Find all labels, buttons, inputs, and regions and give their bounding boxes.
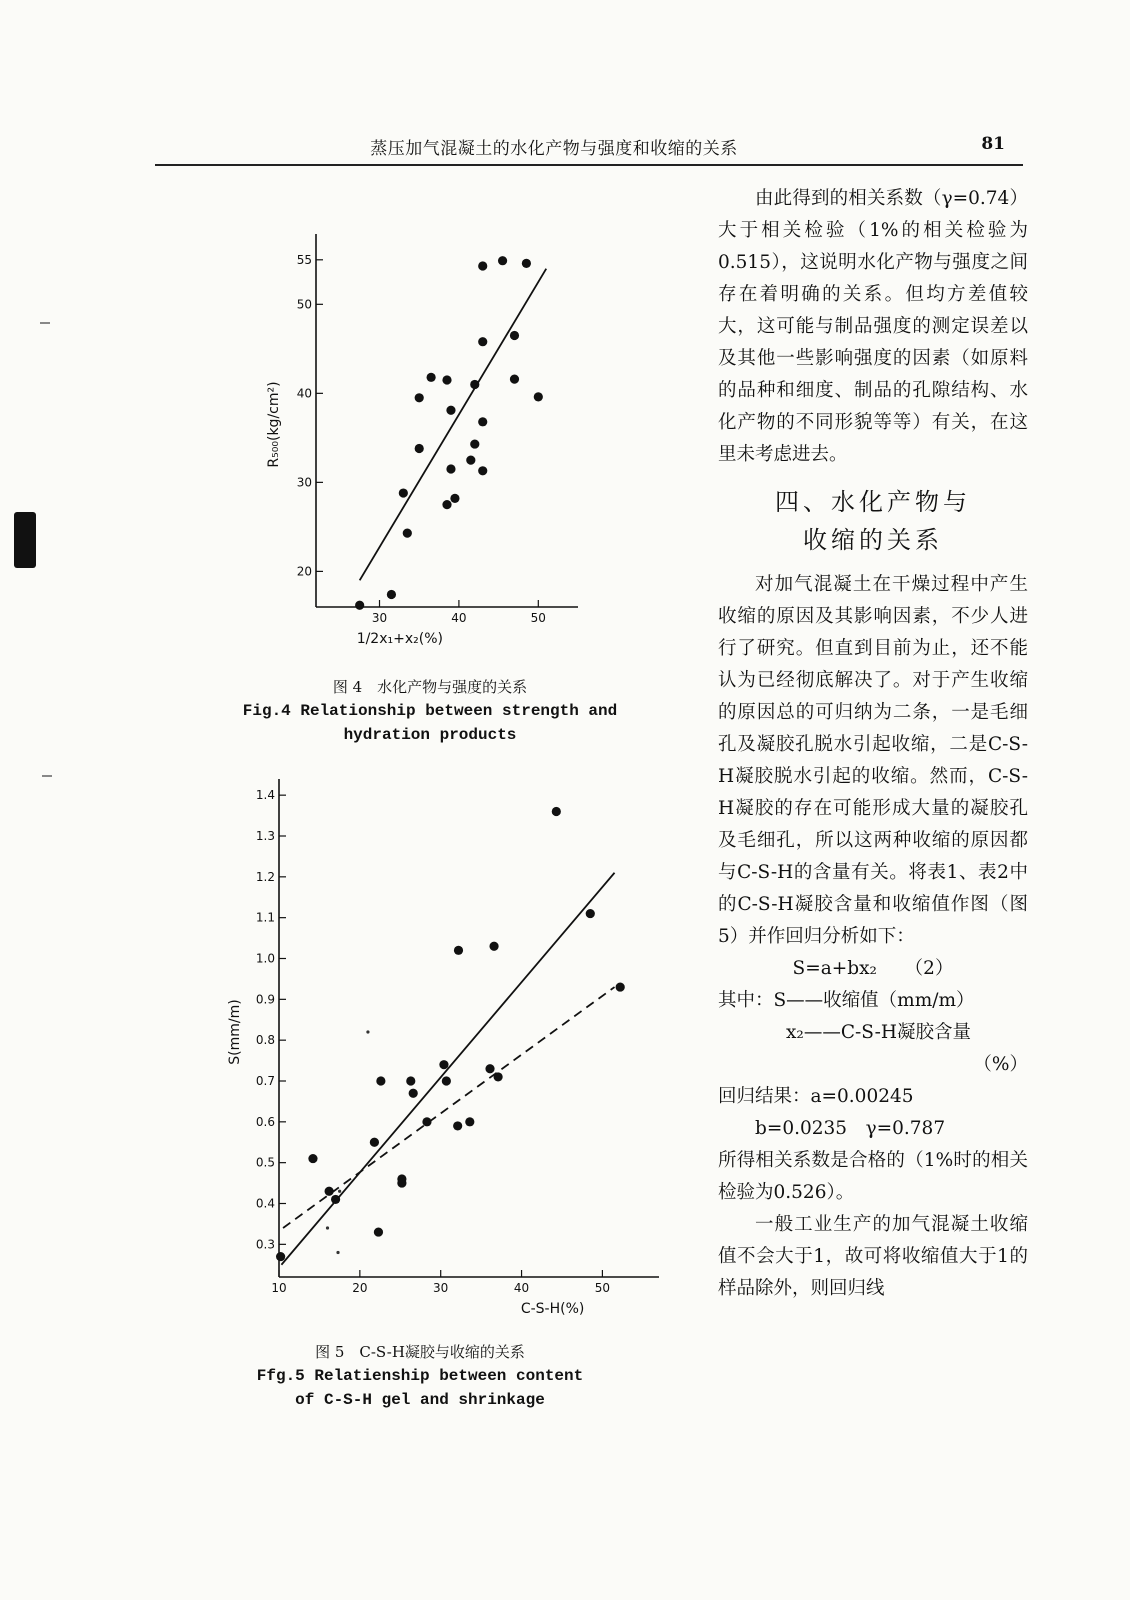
paragraph-check: 所得相关系数是合格的（1%时的相关检验为0.526）。 (718, 1150, 1028, 1203)
y-tick-label: 1.0 (255, 951, 275, 966)
data-point (616, 982, 625, 991)
data-point (415, 444, 424, 453)
data-point (446, 406, 455, 415)
data-point (510, 374, 519, 383)
y-axis-label: R₅₀₀(kg/cm²) (266, 381, 282, 468)
y-tick-label: 1.3 (255, 829, 275, 843)
x-tick-label: 20 (352, 1281, 368, 1295)
section-heading-line-2: 收缩的关系 (803, 526, 943, 554)
data-point (522, 259, 531, 268)
y-tick-label: 0.9 (255, 992, 275, 1007)
y-tick-label: 1.1 (255, 910, 275, 925)
y-tick-label: 0.8 (255, 1033, 275, 1048)
data-point (478, 417, 487, 426)
data-point (439, 1060, 448, 1069)
y-tick-label: 1.4 (255, 788, 275, 803)
page-number: 81 (981, 134, 1005, 154)
figure-5 (215, 775, 665, 1420)
figure-5-caption-cn: 图 5 C-S-H凝胶与收缩的关系 (315, 1343, 525, 1361)
y-tick-label: 1.2 (255, 869, 275, 884)
data-point (376, 1076, 385, 1085)
data-point (453, 1121, 462, 1130)
figure-4-caption-cn: 图 4 水化产物与强度的关系 (332, 678, 528, 696)
small-data-point (336, 1251, 339, 1254)
x-axis-label: C-S-H(%) (520, 1301, 585, 1317)
equation-2: S=a+bx₂ （2） (792, 958, 954, 979)
y-tick-label: 0.7 (255, 1074, 275, 1088)
y-tick-label: 55 (296, 252, 312, 267)
data-point (466, 456, 475, 465)
y-axis-label: S(mm/m) (227, 999, 243, 1065)
regression-result-2: b=0.0235 γ=0.787 (755, 1118, 946, 1139)
margin-mark (42, 775, 52, 777)
data-point (478, 466, 487, 475)
x-tick-label: 40 (451, 611, 467, 625)
where-line-2: x₂——C-S-H凝胶含量 (786, 1022, 971, 1043)
dashed-regression-line (283, 987, 614, 1228)
data-point (409, 1089, 418, 1098)
x-tick-label: 50 (530, 611, 546, 625)
section-heading (718, 483, 1028, 559)
x-tick-label: 30 (371, 611, 388, 625)
data-point (442, 375, 451, 384)
margin-mark (40, 322, 50, 324)
x-tick-label: 50 (594, 1281, 611, 1295)
small-data-point (338, 1190, 341, 1193)
data-point (586, 909, 595, 918)
data-point (406, 1076, 415, 1085)
data-point (534, 392, 543, 401)
paragraph-industrial: 一般工业生产的加气混凝土收缩值不会大于1，故可将收缩值大于1的样品除外，则回归线 (718, 1214, 1028, 1299)
y-tick-label: 40 (296, 386, 312, 401)
data-point (552, 807, 561, 816)
margin-black-bar (14, 512, 36, 568)
data-point (478, 261, 487, 270)
figure-5-caption-en-2: of C-S-H gel and shrinkage (295, 1391, 545, 1409)
data-point (478, 337, 487, 346)
data-point (450, 494, 459, 503)
data-point (465, 1117, 474, 1126)
running-title: 蒸压加气混凝土的水化产物与强度和收缩的关系 (370, 139, 738, 159)
data-point (370, 1138, 379, 1147)
small-data-point (366, 1030, 369, 1033)
data-point (454, 946, 463, 955)
regression-line (281, 873, 614, 1265)
data-point (498, 256, 507, 265)
figure-5-caption-en-1: Ffg.5 Relatienship between content (256, 1367, 584, 1385)
data-point (427, 373, 436, 382)
data-point (397, 1178, 406, 1187)
section-heading-line-1: 四、水化产物与 (775, 488, 971, 516)
x-axis-label: 1/2x₁+x₂(%) (356, 631, 443, 647)
figure-4-caption-en-1: Fig.4 Relationship between strength and (242, 702, 618, 720)
where-line-3: （%） (973, 1054, 1028, 1075)
y-tick-label: 20 (296, 564, 312, 579)
data-point (485, 1064, 494, 1073)
figure-5-chart (215, 775, 665, 1330)
data-point (442, 1076, 451, 1085)
data-point (276, 1252, 285, 1261)
data-point (446, 464, 455, 473)
figure-4 (230, 230, 630, 750)
paragraph-correlation: 由此得到的相关系数（γ=0.74）大于相关检验（1%的相关检验为0.515），这说明水化产物与强度之间存在着明确的关系。但均方差值较大，这可能与制品强度的测定误差以及其他一些影响强度的因素（如原料的品种和细度、制品的孔隙结构、水化产物的不同形貌等等）有关，在这里未考虑进去。 (718, 188, 1028, 465)
data-point (399, 488, 408, 497)
data-point (489, 942, 498, 951)
page-header (155, 128, 1023, 166)
data-point (387, 590, 396, 599)
y-tick-label: 0.3 (255, 1237, 275, 1252)
data-point (403, 529, 412, 538)
figure-4-caption-en-2: hydration products (343, 726, 517, 744)
y-tick-label: 50 (296, 297, 312, 312)
data-point (355, 601, 364, 610)
data-point (374, 1227, 383, 1236)
x-tick-label: 30 (433, 1281, 449, 1295)
small-data-point (326, 1226, 329, 1229)
y-tick-label: 0.5 (255, 1155, 275, 1170)
x-tick-label: 10 (271, 1281, 287, 1295)
data-point (308, 1154, 317, 1163)
data-point (415, 393, 424, 402)
figure-5-caption (210, 1340, 630, 1412)
figure-4-chart (230, 230, 630, 680)
data-point (470, 439, 479, 448)
y-tick-label: 0.6 (255, 1114, 275, 1129)
data-point (510, 331, 519, 340)
regression-result-1: 回归结果：a=0.00245 (718, 1086, 914, 1107)
y-tick-label: 0.4 (255, 1196, 275, 1211)
x-tick-label: 40 (513, 1281, 530, 1295)
where-line-1: 其中：S——收缩值（mm/m） (718, 990, 975, 1011)
figure-4-caption (210, 675, 650, 747)
regression-line (360, 269, 547, 581)
text-column (718, 183, 1028, 1305)
y-tick-label: 30 (296, 475, 312, 490)
paragraph-shrinkage: 对加气混凝土在干燥过程中产生收缩的原因及其影响因素，不少人进行了研究。但直到目前为止，还不能认为已经彻底解决了。对于产生收缩的原因总的可归纳为二条，一是毛细孔及凝胶孔脱水引起收缩，二是C-S-H凝胶脱水引起的收缩。然而，C-S-H凝胶的存在可能形成大量的凝胶孔及毛细孔，所以这两种收缩的原因都与C-S-H的含量有关。将表1、表2中的C-S-H凝胶含量和收缩值作图（图5）并作回归分析如下： (718, 574, 1028, 947)
data-point (442, 500, 451, 509)
